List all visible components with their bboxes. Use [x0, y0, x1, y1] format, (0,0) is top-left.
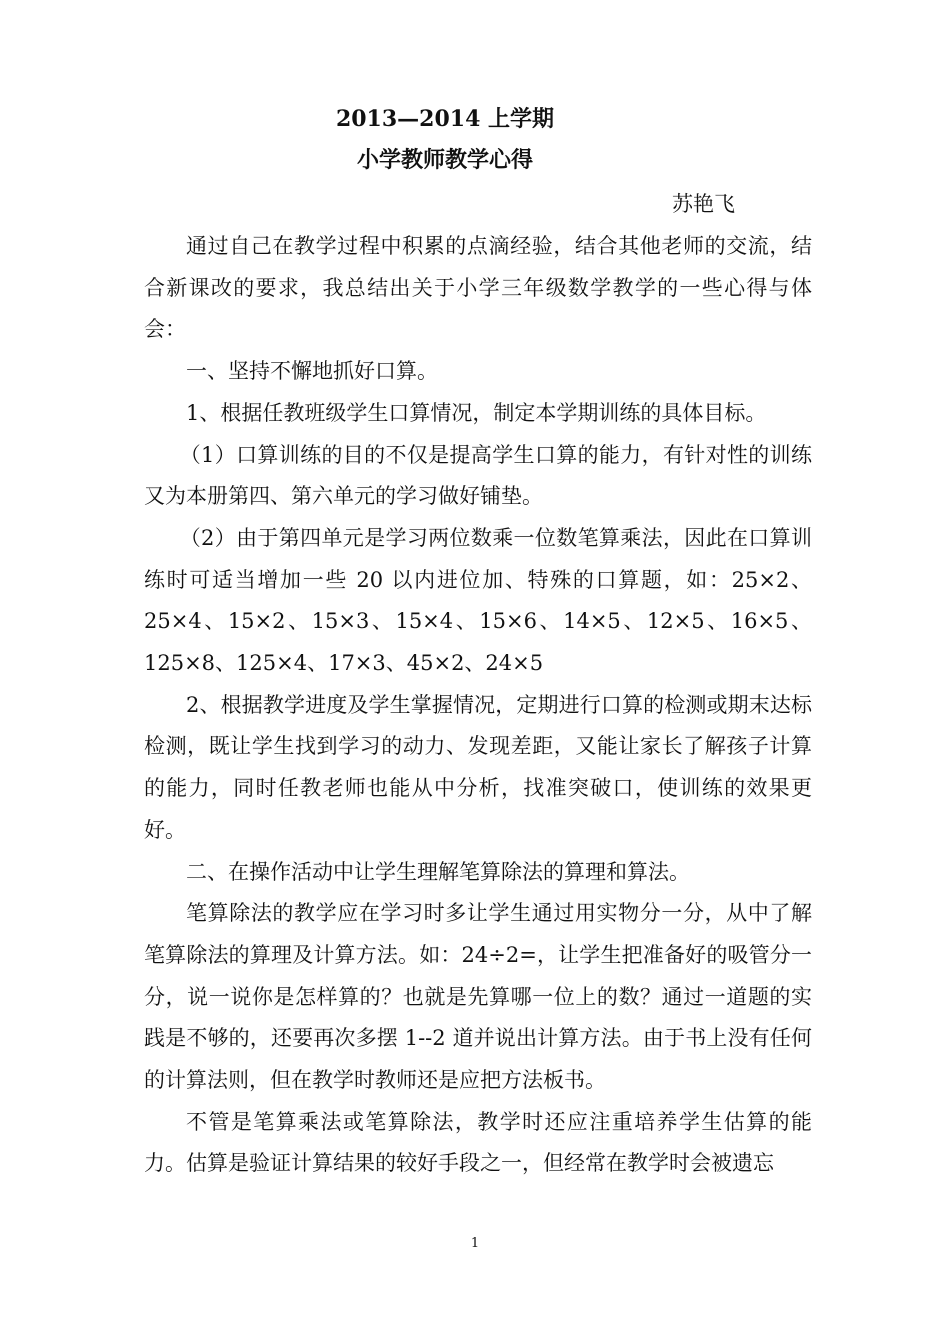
- author-name: 苏艳飞: [672, 192, 735, 216]
- document-title: 小学教师教学心得: [356, 147, 533, 173]
- document-title-term: 2013—2014 上学期: [335, 106, 555, 132]
- page-number: 1: [470, 1236, 480, 1251]
- document-body: [144, 226, 812, 1185]
- section-heading-written-division: 二、在操作活动中让学生理解笔算除法的算理和算法。: [186, 859, 690, 884]
- paragraph-intro: 通过自己在教学过程中积累的点滴经验，结合其他老师的交流，结合新课改的要求，我总结出关于小学三年级数学教学的一些心得与体会：: [144, 234, 812, 342]
- paragraph-point-1: 1、根据任教班级学生口算情况，制定本学期训练的具体目标。: [186, 400, 767, 425]
- paragraph-subpoint-2: （2）由于第四单元是学习两位数乘一位数笔算乘法，因此在口算训练时可适当增加一些 20 以内进位加、特殊的口算题，如：25×2、25×4、15×2、15×3、15×4、15×6、14×5、12×5、16×5、125×8、125×4、17×3、45×2、24×5: [144, 525, 812, 676]
- paragraph-division-teaching: 笔算除法的教学应在学习时多让学生通过用实物分一分，从中了解笔算除法的算理及计算方法。如：24÷2=，让学生把准备好的吸管分一分，说一说你是怎样算的？也就是先算哪一位上的数？通过一道题的实践是不够的，还要再次多摆 1--2 道并说出计算方法。由于书上没有任何的计算法则，但在教学时教师还是应把方法板书。: [144, 901, 812, 1093]
- paragraph-subpoint-1: （1）口算训练的目的不仅是提高学生口算的能力，有针对性的训练又为本册第四、第六单元的学习做好铺垫。: [144, 442, 812, 509]
- section-heading-oral-calculation: 一、坚持不懈地抓好口算。: [186, 359, 438, 384]
- paragraph-estimation: 不管是笔算乘法或笔算除法，教学时还应注重培养学生估算的能力。估算是验证计算结果的较好手段之一，但经常在教学时会被遗忘: [144, 1109, 812, 1176]
- paragraph-point-2: 2、根据教学进度及学生掌握情况，定期进行口算的检测或期末达标检测，既让学生找到学习的动力、发现差距，又能让家长了解孩子计算的能力，同时任教老师也能从中分析，找准突破口，使训练的效果更好。: [144, 692, 812, 842]
